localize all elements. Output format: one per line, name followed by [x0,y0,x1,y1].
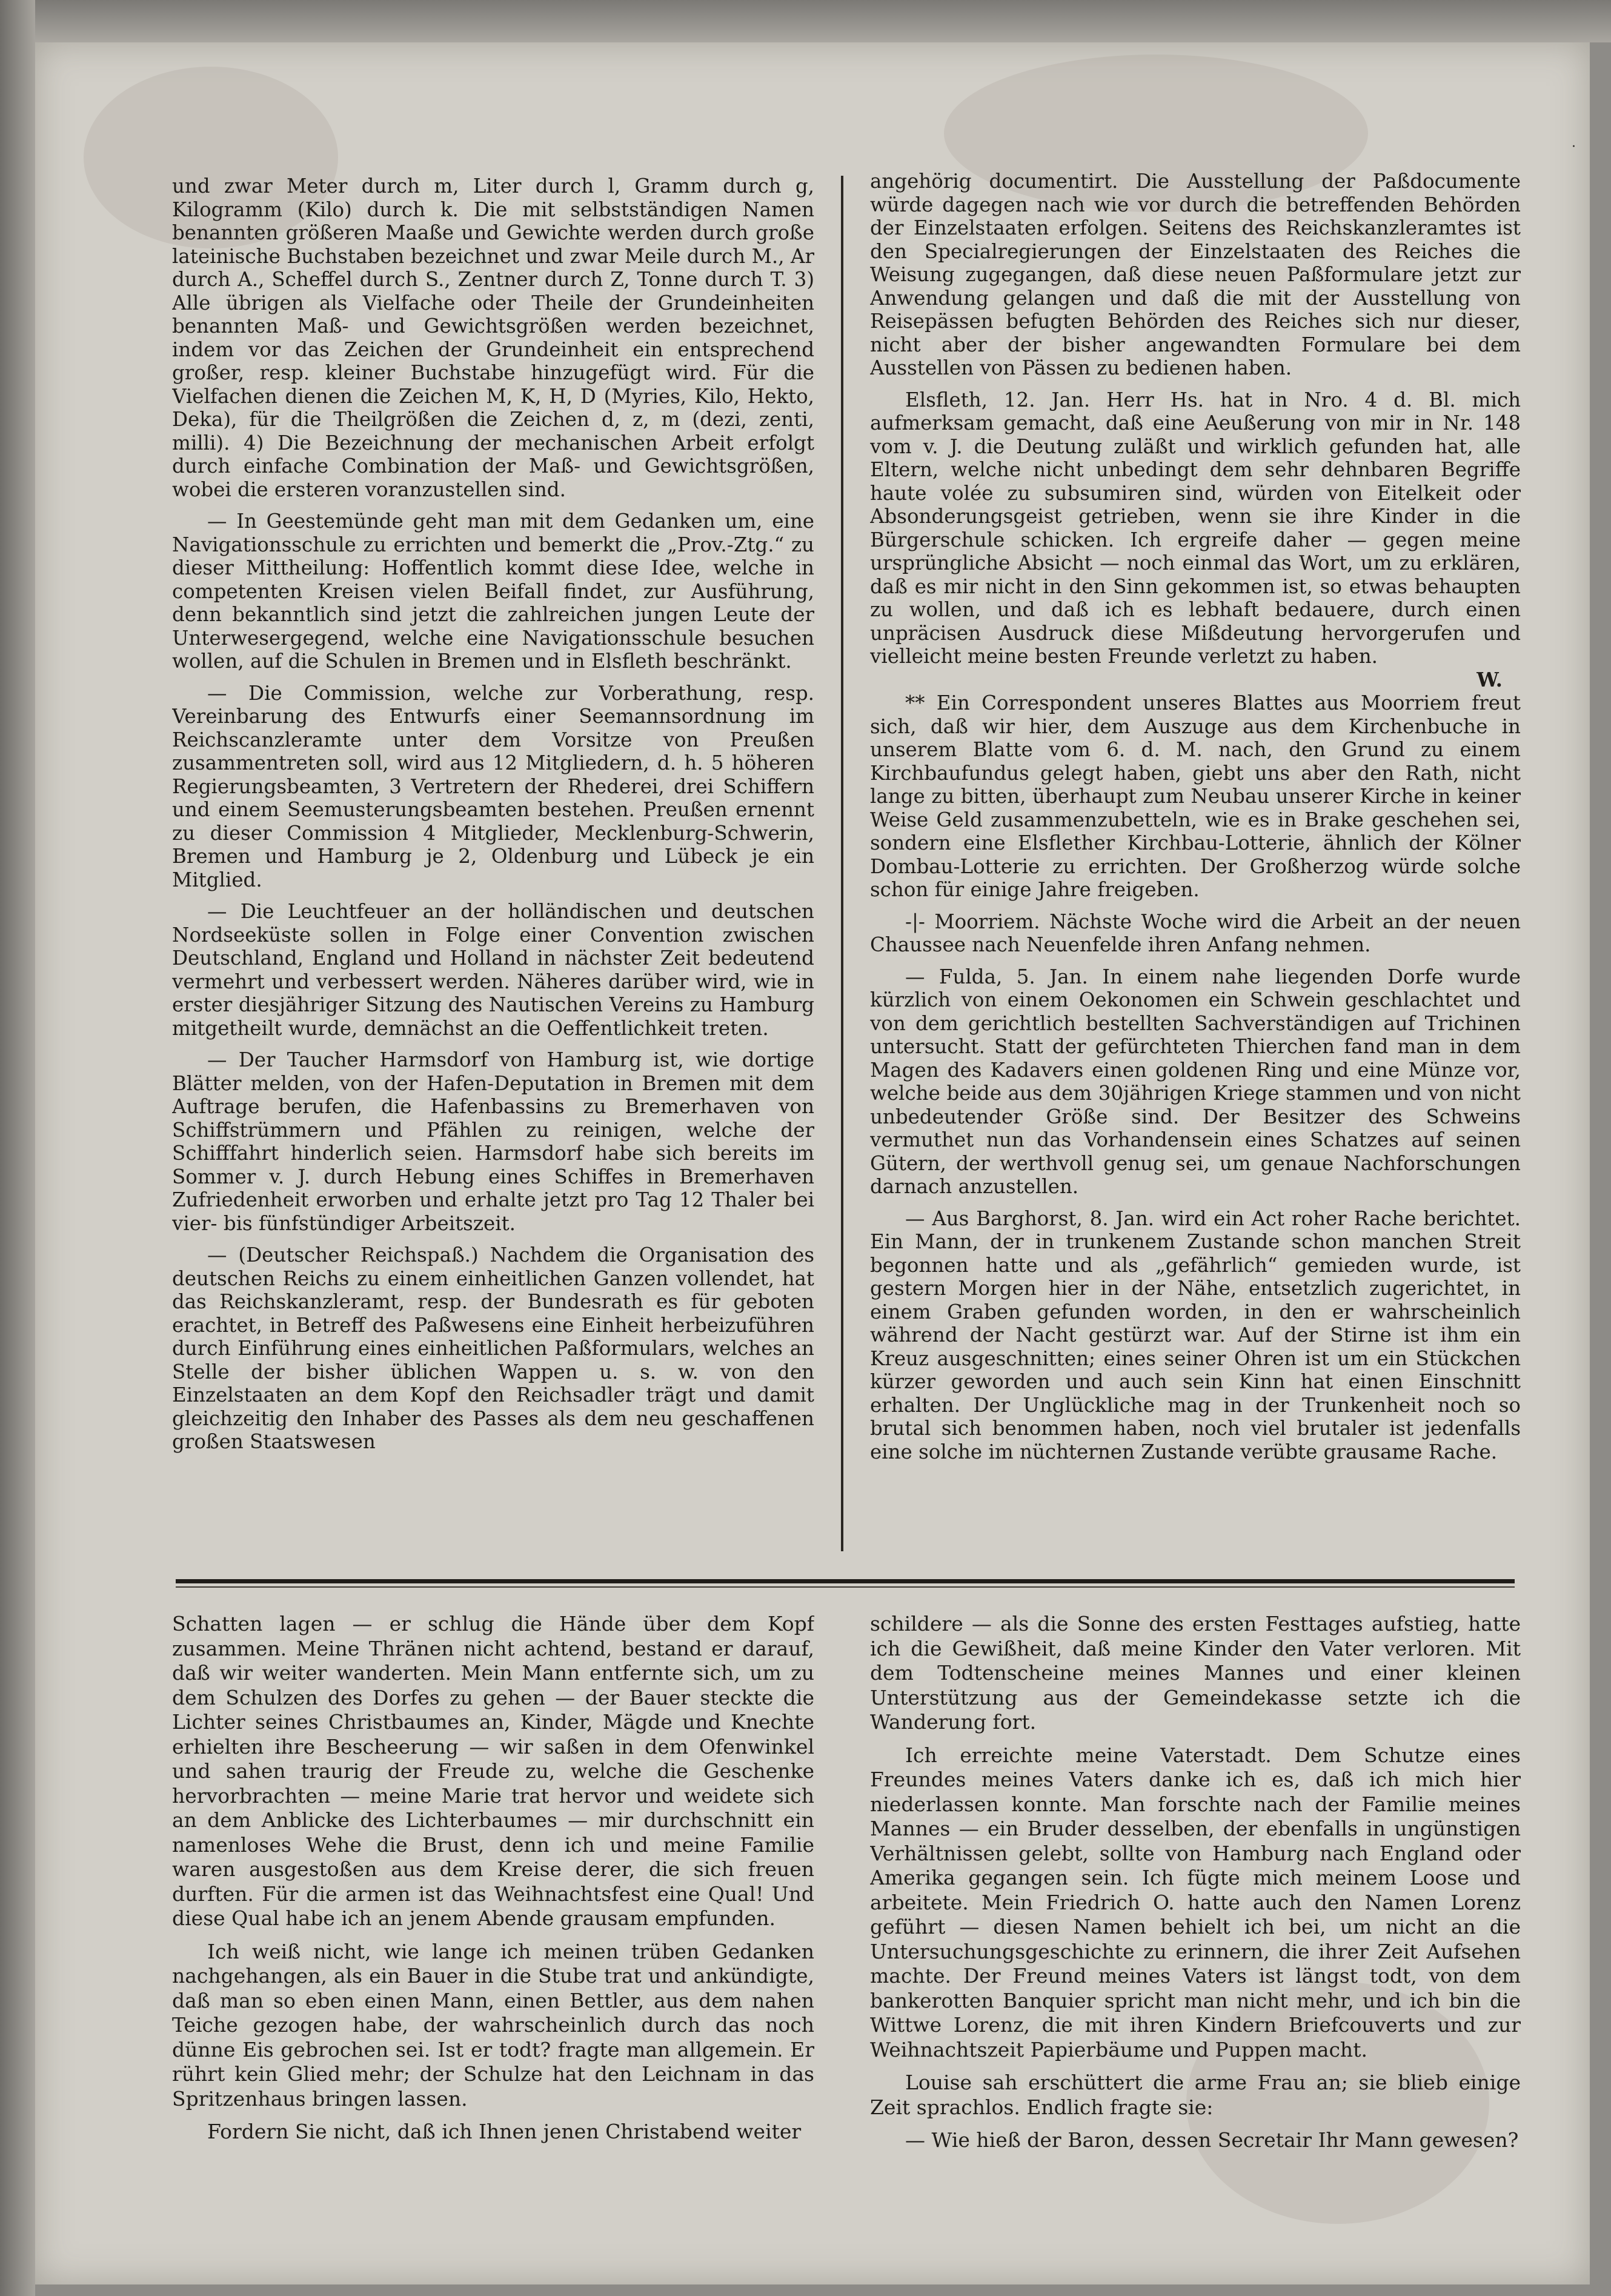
article-taucher: — Der Taucher Harmsdorf von Hamburg ist, wie dortige Blätter melden, von der Hafen-Deputation in Bremen mit dem Auftrage berufen, die Hafenbassins zu Bremerhaven von Schiffstrümmern und Pfählen zu reinigen, welche der Schifffahrt hinderlich seien. Harmsdorf habe sich bereits im Sommer v. J. durch Hebung eines Schiffes in Bremerhaven Zufriedenheit erworben und erhalte jetzt pro Tag 12 Thaler bei vier- bis fünfstündiger Arbeitszeit. [172,1048,814,1235]
scan-top-band [0,0,1611,42]
feuilleton-separator-thin-rule [176,1586,1515,1588]
article-moorriem: -|- Moorriem. Nächste Woche wird die Arbeit an der neuen Chaussee nach Neuenfelde ihren Anfang nehmen. [870,910,1521,956]
article-fulda: — Fulda, 5. Jan. In einem nahe liegenden Dorfe wurde kürzlich von einem Oekonomen ein Schwein geschlachtet und von dem gerichtlich bestellten Sachverständigen auf Trichinen untersucht. Statt der gefürchteten Thierchen fand man in dem Magen des Kadavers einen goldenen Ring und eine Münze vor, welche beide aus dem 30jährigen Kriege stammen und von nicht unbedeutender Größe sind. Der Besitzer des Schweins vermuthet nun das Vorhandensein eines Schatzes auf seinen Gütern, der werthvoll genug sei, um genaue Nachforschungen darnach anzustellen. [870,965,1521,1198]
article-measures: und zwar Meter durch m, Liter durch l, Gramm durch g, Kilogramm (Kilo) durch k. Die mit selbstständigen Namen benannten größeren Maaße und Gewichte werden durch große lateinische Buchstaben bezeichnet und zwar Meile durch M., Ar durch A., Scheffel durch S., Zentner durch Z, Tonne durch T. 3) Alle übrigen als Vielfache oder Theile der Grundeinheiten benannten Maß- und Gewichtsgrößen werden bezeichnet, indem vor das Zeichen der Grundeinheit ein entsprechend großer, resp. kleiner Buchstabe hinzugefügt wird. Für die Vielfachen dienen die Zeichen M, K, H, D (Myries, Kilo, Hekto, Deka), für die Theilgrößen die Zeichen d, z, m (dezi, zenti, milli). 4) Die Bezeichnung der mechanischen Arbeit erfolgt durch einfache Combination der Maß- und Gewichtsgrößen, wobei die ersteren voranzustellen sind. [172,175,814,501]
scan-left-gutter [0,0,35,2296]
feuilleton-paragraph: Fordern Sie nicht, daß ich Ihnen jenen Christabend weiter [207,2120,802,2143]
feuilleton-paragraph: Ich erreichte meine Vaterstadt. Dem Schutze eines Freundes meines Vaters danke ich es, daß ich mich hier niederlassen konnte. Man forschte nach der Familie meines Mannes — ein Bruder desselben, der ebenfalls in ungünstigen Verhältnissen gelebt, sollte von Hamburg nach England oder Amerika gegangen sein. Ich fügte mich meinem Loose und arbeitete. Mein Friedrich O. hatte auch den Namen Lorenz geführt — diesen Namen behielt ich bei, um nicht an die Untersuchungsgeschichte zu erinnern, die ihrer Zeit Aufsehen machte. Der Freund meines Vaters ist längst todt, von dem bankerotten Banquier spricht man nicht mehr, und ich bin die Wittwe Lorenz, die mit ihren Kindern Briefcouverts und zur Weihnachtszeit Papierbäume und Puppen macht. [870,1743,1521,2061]
feuilleton-paragraph: Ich weiß nicht, wie lange ich meinen trüben Gedanken nachgehangen, als ein Bauer in die Stube trat und ankündigte, daß man so eben einen Mann, einen Bettler, aus dem nahen Teiche gezogen habe, der wahrscheinlich durch das noch dünne Eis gebrochen sei. Ist er todt? fragte man allgemein. Er rührt kein Glied mehr; der Schulze hat den Leichnam in das Spritzenhaus bringen lassen. [172,1939,814,2111]
article-geestemuende: — In Geestemünde geht man mit dem Gedanken um, eine Navigationsschule zu errichten und bemerkt die „Prov.-Ztg.“ zu dieser Mittheilung: Hoffentlich kommt diese Idee, welche in competenten Kreisen vielen Beifall findet, zur Ausführung, denn bekanntlich sind jetzt die zahlreichen jungen Leute der Unterwesergegend, welche eine Navigationsschule besuchen wollen, auf die Schulen in Bremen und in Elsfleth beschränkt. [172,510,814,673]
article-elsfleth: Elsfleth, 12. Jan. Herr Hs. hat in Nro. 4 d. Bl. mich aufmerksam gemacht, daß eine Aeußerung von mir in Nr. 148 vom v. J. die Deutung zuläßt und wirklich gefunden hat, alle Eltern, welche nicht unbedingt dem sehr dehnbaren Begriffe haute volée zu subsumiren sind, würden von Eitelkeit oder Absonderungsgeist getrieben, wenn sie ihre Kinder in die Bürgerschule schicken. Ich ergreife daher — gegen meine ursprüngliche Absicht — noch einmal das Wort, um zu erklären, daß es mir nicht in den Sinn gekommen ist, so etwas behaupten zu wollen, und daß ich es lebhaft bedauere, durch einen unpräcisen Ausdruck diese Mißdeutung hervorgerufen und vielleicht meine besten Freunde verletzt zu haben. [870,388,1521,668]
feuilleton-paragraph: — Wie hieß der Baron, dessen Secretair Ihr Mann gewesen? [905,2128,1519,2152]
article-kirchbau: ** Ein Correspondent unseres Blattes aus Moorriem freut sich, daß wir hier, dem Auszuge aus dem Kirchenbuche in unserem Blatte vom 6. d. M. nach, den Grund zu einem Kirchbaufundus gelegt haben, giebt uns aber den Rath, nicht lange zu bitten, überhaupt zum Neubau unserer Kirche in keiner Weise Geld zusammenzubetteln, wie es in Brake geschehen sei, sondern eine Elsflether Kirchbau-Lotterie, ähnlich der Kölner Dombau-Lotterie zu errichten. Der Großherzog würde solche schon für einige Jahre freigeben. [870,691,1521,901]
feuilleton-paragraph: Schatten lagen — er schlug die Hände über dem Kopf zusammen. Meine Thränen nicht achtend, bestand er darauf, daß wir weiter wanderten. Mein Mann entfernte sich, um zu dem Schulzen des Dorfes zu gehen — der Bauer steckte die Lichter seines Christbaumes an, Kinder, Mägde und Knechte erhielten ihre Bescheerung — wir saßen in dem Ofenwinkel und sahen traurig der Freude zu, welche die Geschenke hervorbrachten — meine Marie trat hervor und weidete sich an dem Anblicke des Lichterbaumes — mir durchschnitt ein namenloses Wehe die Brust, denn ich und meine Familie waren ausgestoßen aus dem Kreise derer, die sich freuen durften. Für die armen ist das Weihnachtsfest eine Qual! Und diese Qual habe ich an jenem Abende grausam empfunden. [172,1612,814,1930]
feuilleton-paragraph: Louise sah erschüttert die arme Frau an; sie blieb einige Zeit sprachlos. Endlich fragte sie: [870,2071,1521,2119]
feuilleton-column-left [172,1612,814,2224]
margin-mark: · [1572,139,1576,155]
column-divider [841,176,843,1551]
news-column-right [870,170,1521,1576]
article-seemannsordnung: — Die Commission, welche zur Vorberathung, resp. Vereinbarung des Entwurfs einer Seemannsordnung im Reichscanzleramte unter dem Vorsitze von Preußen zusammentreten soll, wird aus 12 Mitgliedern, d. h. 5 höheren Regierungsbeamten, 3 Vertretern der Rhederei, drei Schiffern und einem Seemusterungsbeamten bestehen. Preußen ernennt zu dieser Commission 4 Mitglieder, Mecklenburg-Schwerin, Bremen und Hamburg je 2, Oldenburg und Lübeck je ein Mitglied. [172,681,814,891]
article-leuchtfeuer: — Die Leuchtfeuer an der holländischen und deutschen Nordseeküste sollen in Folge einer Convention zwischen Deutschland, England und Holland in nächster Zeit bedeutend vermehrt und verbessert werden. Näheres darüber wird, wie in erster diesjähriger Sitzung des Nautischen Vereins zu Hamburg mitgetheilt wurde, demnächst an die Oeffentlichkeit treten. [172,900,814,1040]
article-reichspass: — (Deutscher Reichspaß.) Nachdem die Organisation des deutschen Reichs zu einem einheitlichen Ganzen vollendet, hat das Reichskanzleramt, resp. der Bundesrath es für geboten erachtet, in Betreff des Paßwesens eine Einheit herbeizuführen durch Einführung eines einheitlichen Paßformulars, welches an Stelle der bisher üblichen Wappen u. s. w. von den Einzelstaaten an dem Kopf den Reichsadler trägt und damit gleichzeitig den Inhaber des Passes als dem neu geschaffenen großen Staatswesen [172,1243,814,1453]
article-reichspass-continued: angehörig documentirt. Die Ausstellung der Paßdocumente würde dagegen nach wie vor durch die betreffenden Behörden der Einzelstaaten erfolgen. Seitens des Reichskanzleramtes ist den Specialregierungen der Einzelstaaten des Reiches die Weisung zugegangen, daß diese neuen Paßformulare jetzt zur Anwendung gelangen und daß die mit der Ausstellung von Reisepässen befugten Behörden des Reiches sich nur dieser, nicht aber der bisher angewandten Formulare bei dem Ausstellen von Pässen zu bedienen haben. [870,170,1521,379]
article-barghorst: — Aus Barghorst, 8. Jan. wird ein Act roher Rache berichtet. Ein Mann, der in trunkenem Zustande schon manchen Streit begonnen hatte und als „gefährlich“ gemieden wurde, ist gestern Morgen hier in der Nähe, entsetzlich zugerichtet, in einem Graben gefunden worden, in den er wahrscheinlich während der Nacht gestürzt war. Auf der Stirne ist ihm ein Kreuz ausgeschnitten; eines seiner Ohren ist um ein Stückchen kürzer geworden und auch sein Kinn hat einen Einschnitt erhalten. Der Unglückliche mag in der Trunkenheit noch so brutal sich benommen haben, noch viel brutaler ist jedenfalls eine solche im nüchternen Zustande verübte grausame Rache. [870,1206,1521,1463]
feuilleton-paragraph: schildere — als die Sonne des ersten Festtages aufstieg, hatte ich die Gewißheit, daß meine Kinder den Vater verloren. Mit dem Todtenscheine meines Mannes und einer kleinen Unterstützung aus der Gemeindekasse setzte ich die Wanderung fort. [870,1612,1521,1734]
news-column-left [172,175,814,1580]
article-signature: W. [1476,667,1503,691]
feuilleton-column-right [870,1612,1521,2224]
